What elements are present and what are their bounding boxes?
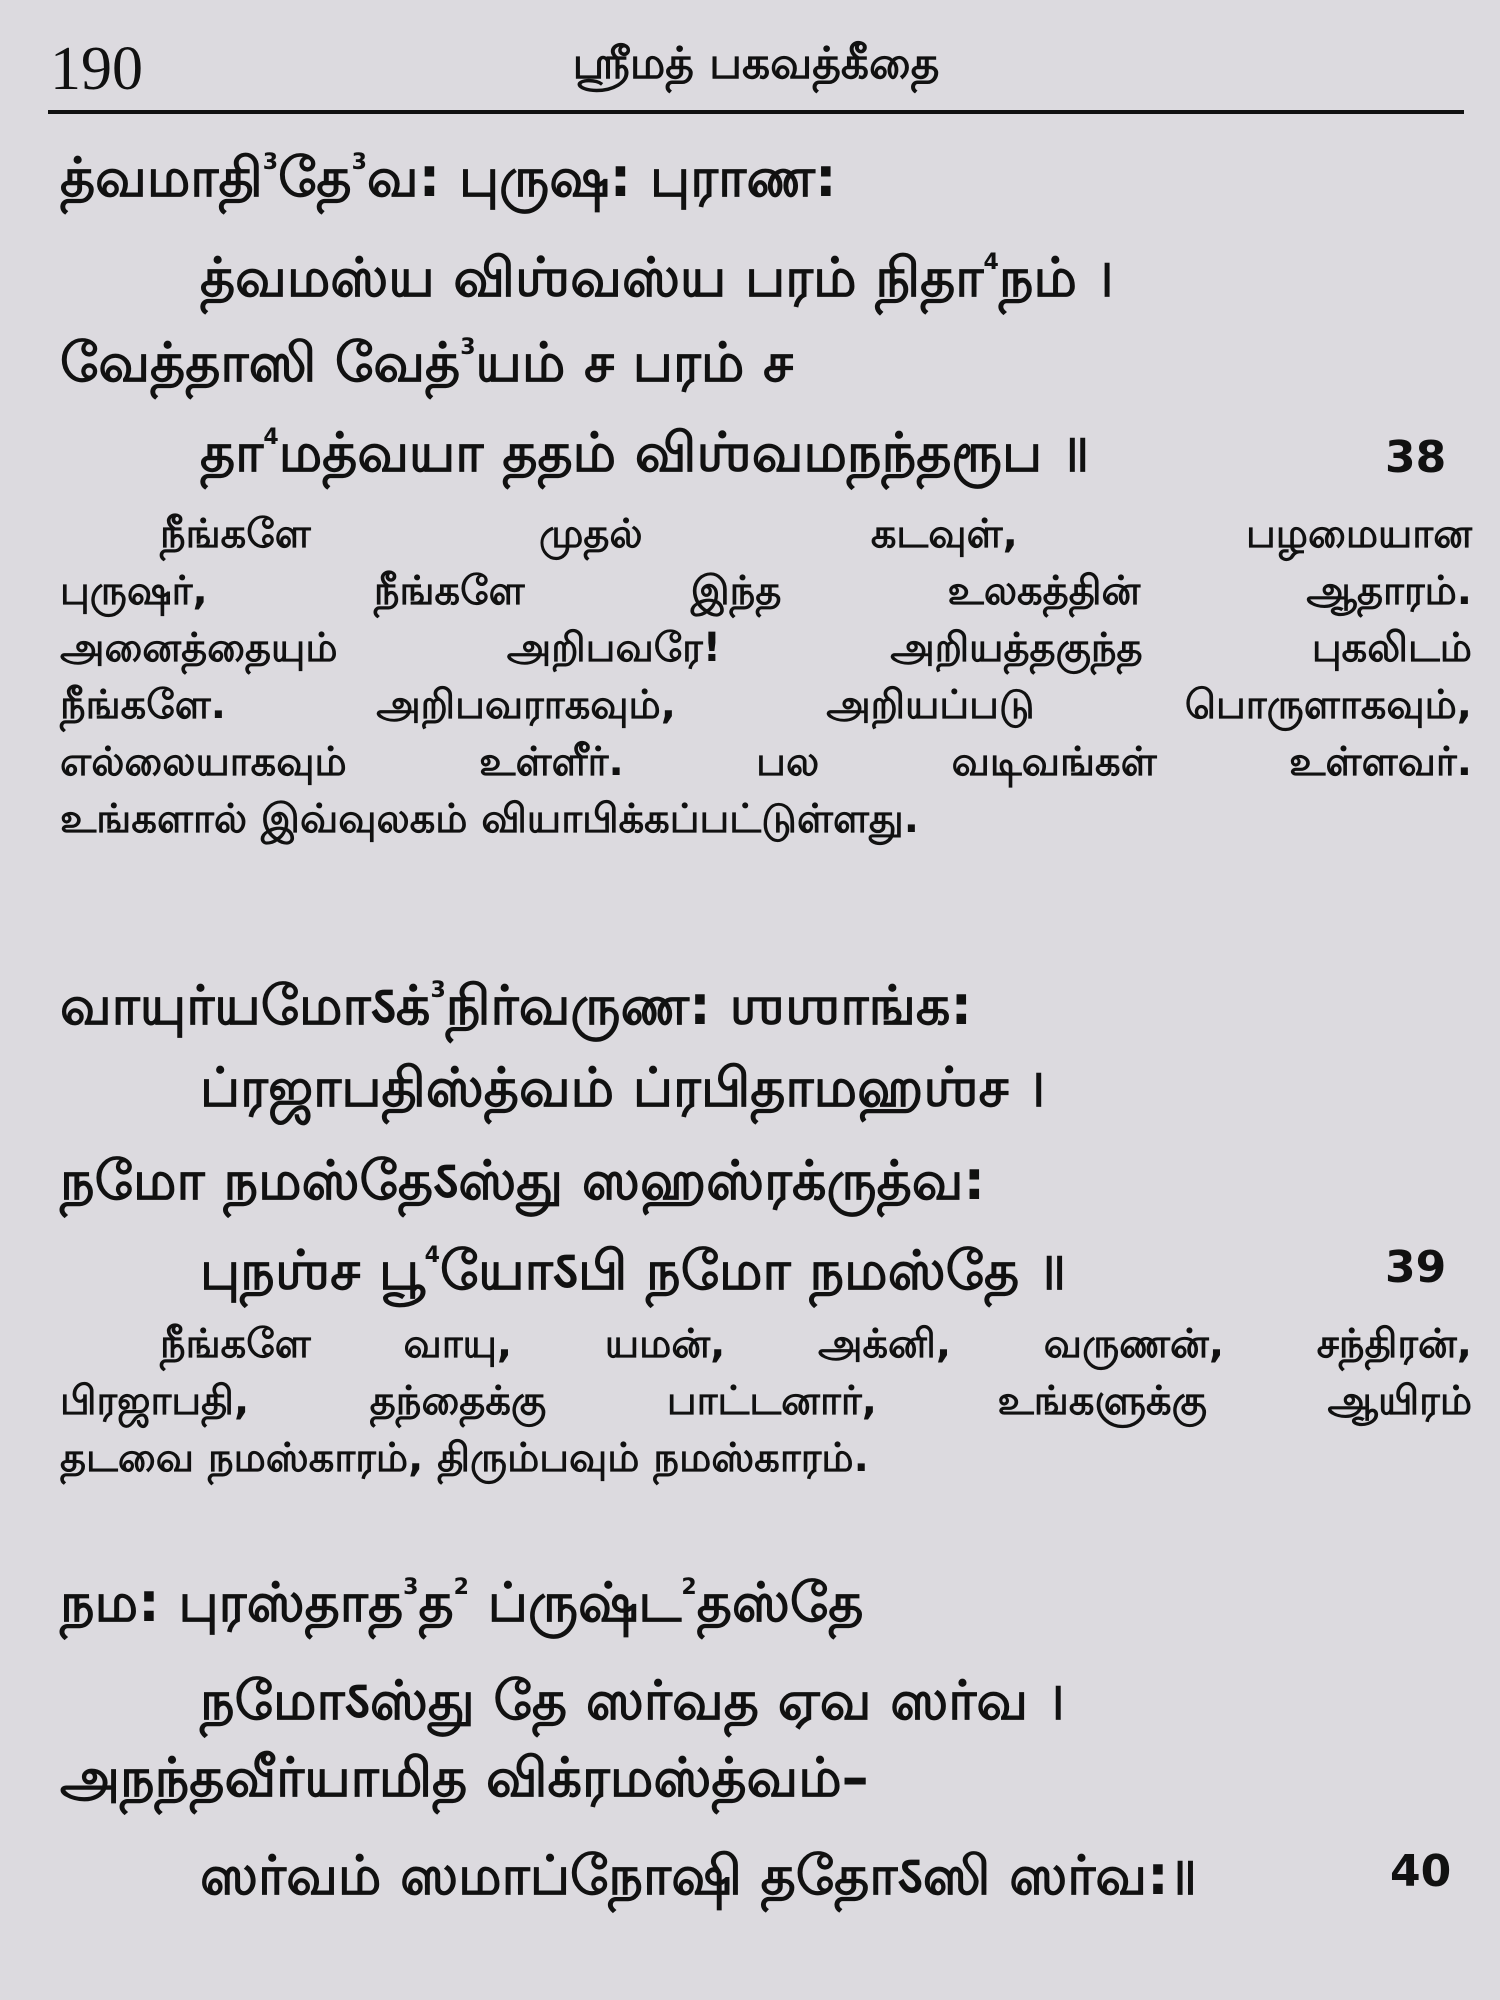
diacritic-mark: 2 [453, 1575, 469, 1600]
verse-text: த [418, 1571, 454, 1634]
verse-line [200, 421, 1089, 492]
verse-text: ப்ருஷ்ட [468, 1571, 682, 1634]
translation-line: நீங்களே. அறிபவராகவும், அறியப்படு பொருளாகவும், [60, 682, 1472, 728]
verse-text: தா [200, 421, 264, 484]
verse-number: 40 [1390, 1846, 1452, 1897]
verse-text: அநந்தவீர்யாமித விக்ரமஸ்த்வம்– [60, 1746, 869, 1809]
verse-line [200, 246, 1114, 317]
translation-line: நீங்களே முதல் கடவுள், பழமையான [160, 511, 1472, 557]
translation-line: தடவை நமஸ்காரம், திரும்பவும் நமஸ்காரம். [60, 1435, 869, 1481]
verse-number: 38 [1385, 432, 1447, 483]
verse-text: யோऽபி நமோ நமஸ்தே ॥ [439, 1239, 1067, 1302]
translation-line: புருஷர், நீங்களே இந்த உலகத்தின் ஆதாரம். [60, 568, 1472, 614]
verse-text: நமோ நமஸ்தேऽஸ்து ஸஹஸ்ரக்ருத்வ: [60, 1149, 986, 1212]
running-title: ஸ்ரீமத் பகவத்கீதை [572, 38, 940, 89]
diacritic-mark: 4 [263, 425, 279, 450]
verse-line [60, 146, 837, 217]
verse-line [200, 1056, 1045, 1127]
verse-text: த்வமாதி [60, 146, 263, 209]
translation-line: எல்லையாகவும் உள்ளீர். பல வடிவங்கள் உள்ளவர். [60, 739, 1472, 785]
verse-text: ப்ரஜாபதிஸ்த்வம் ப்ரபிதாமஹஶ்ச । [200, 1056, 1046, 1119]
translation-line: அனைத்தையும் அறிபவரே! அறியத்தகுந்த புகலிடம் [60, 625, 1472, 671]
header-rule [48, 110, 1464, 114]
translation-line: உங்களால் இவ்வுலகம் வியாபிக்கப்பட்டுள்ளது. [60, 796, 919, 842]
verse-line [60, 966, 972, 1045]
translation-line: நீங்களே வாயு, யமன், அக்னி, வருணன், சந்திரன், [160, 1321, 1472, 1367]
verse-line [60, 331, 793, 402]
verse-text: நம் । [998, 246, 1114, 309]
verse-line [60, 1571, 863, 1642]
diacritic-mark: 4 [424, 1243, 440, 1268]
verse-line [60, 1746, 869, 1817]
verse-line [60, 1141, 985, 1220]
page-number: 190 [50, 35, 143, 103]
verse-text: மத்வயா ததம் விஶ்வமநந்தரூப ॥ [278, 421, 1090, 484]
page-header [50, 30, 1462, 120]
translation-line: பிரஜாபதி, தந்தைக்கு பாட்டனார், உங்களுக்கு ஆயிரம் [60, 1378, 1472, 1424]
verse-text: வ: புருஷ: புராண: [366, 146, 837, 209]
verse-text: நம: புரஸ்தாத [60, 1571, 404, 1634]
diacritic-mark: 2 [681, 1575, 697, 1600]
verse-text: ஸர்வம் ஸமாப்நோஷி ததோऽஸி ஸர்வ:॥ [200, 1844, 1197, 1907]
diacritic-mark: 3 [351, 150, 367, 175]
verse-text: புநஶ்ச பூ [200, 1239, 425, 1302]
verse-text: யம் ச பரம் ச [475, 331, 794, 394]
diacritic-mark: 3 [403, 1575, 419, 1600]
verse-line [200, 1836, 1197, 1915]
verse-text: த்வமஸ்ய விஶ்வஸ்ய பரம் நிதா [200, 246, 984, 309]
diacritic-mark: 3 [460, 335, 476, 360]
verse-text: நிர்வருண: ஶஶாங்க: [445, 974, 973, 1037]
verse-line [200, 1661, 1065, 1740]
verse-number: 39 [1385, 1242, 1447, 1293]
diacritic-mark: 3 [262, 150, 279, 175]
diacritic-mark: 4 [983, 250, 999, 275]
verse-text: வாயுர்யமோऽக் [60, 974, 431, 1037]
verse-text: தே [278, 146, 352, 209]
verse-text: தஸ்தே [696, 1571, 864, 1634]
verse-text: வேத்தாஸி வேத் [60, 331, 461, 394]
verse-text: நமோऽஸ்து தே ஸர்வத ஏவ ஸர்வ । [200, 1669, 1065, 1732]
diacritic-mark: 3 [430, 978, 446, 1003]
verse-line [200, 1231, 1066, 1310]
